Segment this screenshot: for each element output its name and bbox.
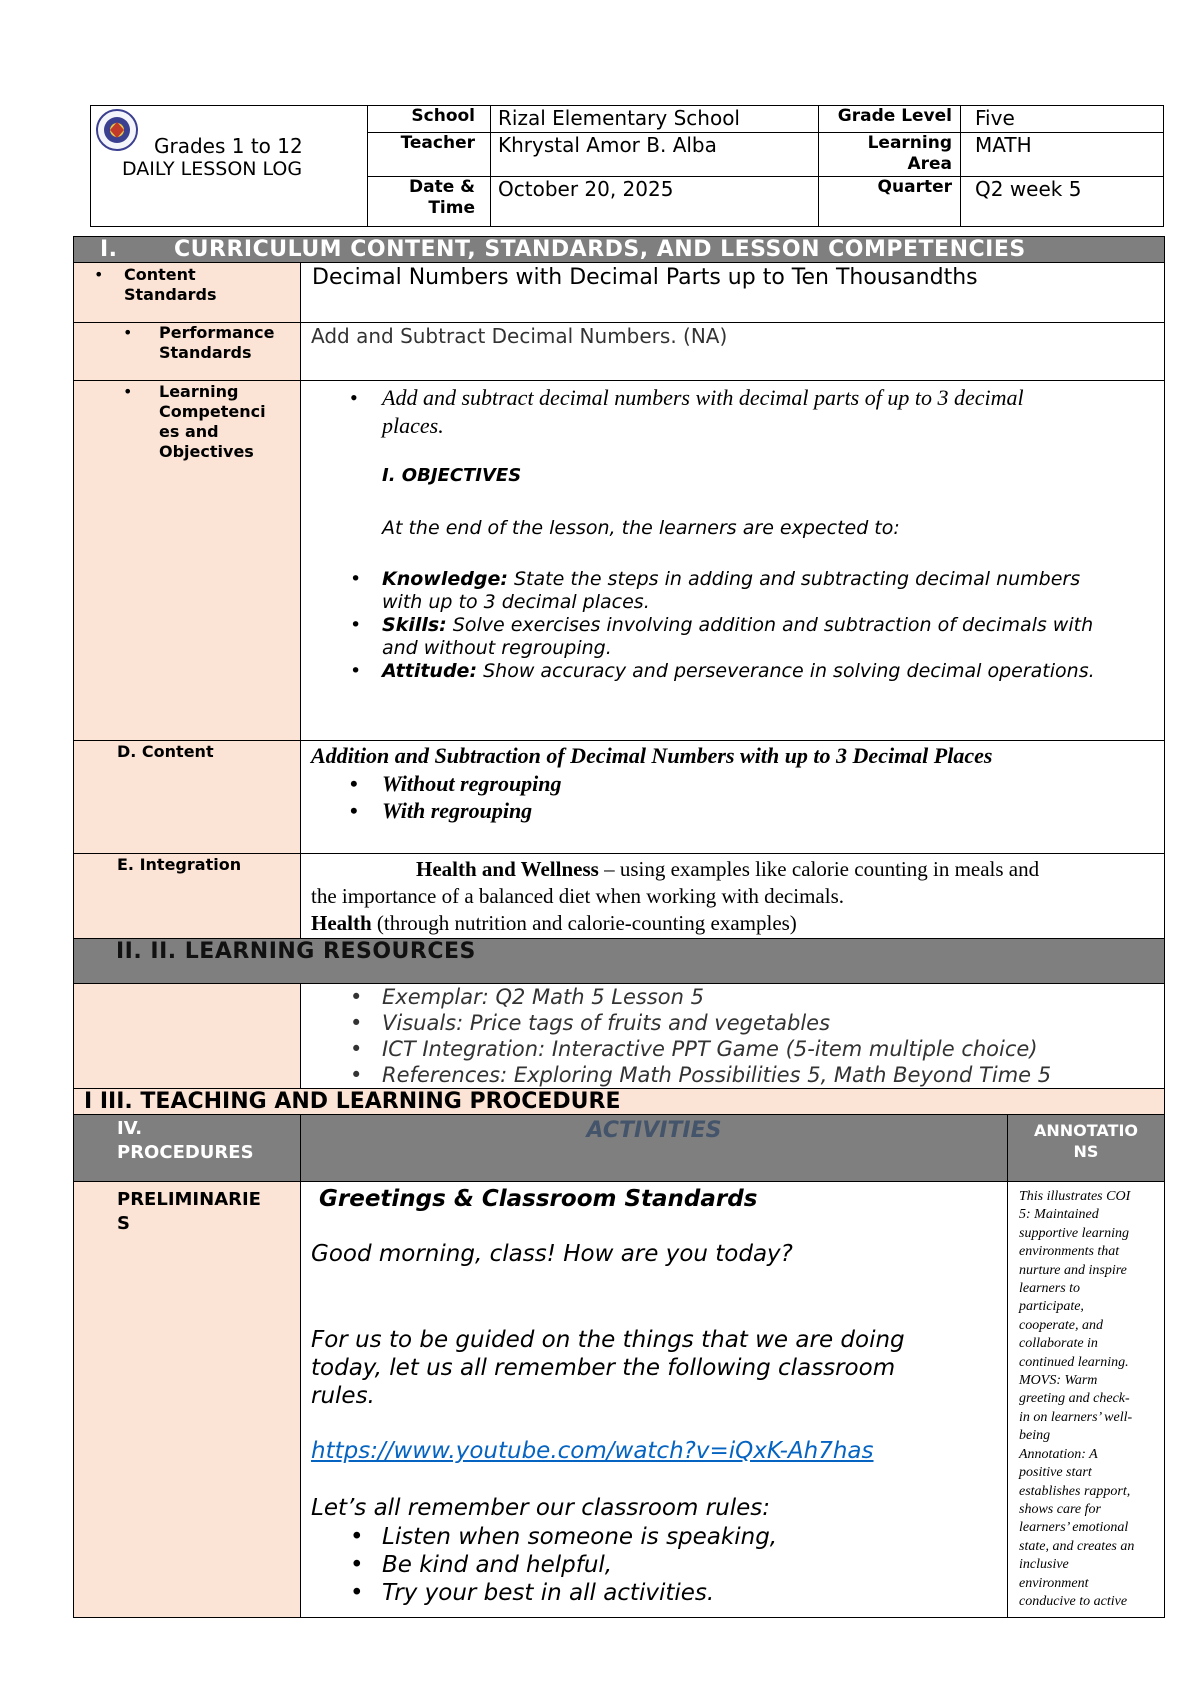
greeting-text: Good morning, class! How are you today? [311,1241,793,1267]
section-3-title: I III. TEACHING AND LEARNING PROCEDURE [84,1089,621,1114]
content-standards-label-cell: • Content Standards [73,262,301,323]
objectives-heading: I. OBJECTIVES [382,465,522,486]
preliminaries-activities-cell [300,1181,1008,1618]
learning-area-label: Learning Area [867,133,952,174]
school-label: School [411,106,475,126]
section-1-title: CURRICULUM CONTENT, STANDARDS, AND LESSON COMPETENCIES [174,237,1026,262]
grade-level-label: Grade Level [837,106,952,126]
greeting-title: Greetings & Classroom Standards [319,1186,758,1212]
learning-area-value: MATH [975,133,1032,157]
objective-attitude: • Attitude: Show accuracy and perseverance in solving decimal operations. [350,660,1095,682]
grade-level-value: Five [975,106,1015,130]
annotations-col-header: ANNOTATIO NS [1007,1114,1165,1182]
date-value: October 20, 2025 [498,177,674,201]
deped-seal-icon [95,108,139,152]
objectives-intro: At the end of the lesson, the learners are expected to: [382,517,900,539]
rules-intro: Let’s all remember our classroom rules: [311,1495,770,1521]
list-item: • With regrouping [350,798,533,823]
list-item: • Without regrouping [350,771,562,796]
objective-knowledge: • Knowledge: State the steps in adding and subtracting decimal numbers with up to 3 decimal places. [350,568,1081,613]
integration-text: Health and Wellness – using examples like calorie counting in meals and the importance of a balanced diet when working with decimals. Health (through nutrition and calorie-counting examples) [311,857,1040,935]
list-item: • Listen when someone is speaking, [350,1524,778,1550]
section-1-header: I. CURRICULUM CONTENT, STANDARDS, AND LESSON COMPETENCIES [73,236,1165,263]
list-item: • References: Exploring Math Possibilities 5, Math Beyond Time 5 [350,1063,1052,1087]
integration-label-cell: E. Integration [73,853,301,939]
performance-standards-value: Add and Subtract Decimal Numbers. (NA) [311,324,728,348]
list-item: • Exemplar: Q2 Math 5 Lesson 5 [350,985,704,1009]
school-value: Rizal Elementary School [498,106,740,130]
competencies-cell [300,380,1165,741]
competencies-label-cell: • Learning Competenci es and Objectives [73,380,301,741]
activities-col-header: ACTIVITIES [300,1114,1008,1182]
content-standards-cell [300,262,1165,323]
objectives-list [350,568,1152,683]
preliminaries-label-cell: PRELIMINARIE S [73,1181,301,1618]
log-title: DAILY LESSON LOG [122,158,303,180]
quarter-label: Quarter [877,177,952,197]
grades-label: Grades 1 to 12 [154,134,303,158]
quarter-value: Q2 week 5 [975,177,1082,201]
integration-cell [300,853,1165,939]
competency-item: • Add and subtract decimal numbers with decimal parts of up to 3 decimal places. [350,385,1024,438]
list-item: • Be kind and helpful, [350,1552,613,1578]
resources-list [350,984,1052,1088]
preliminaries-annotation-cell [1007,1181,1165,1618]
list-item: • Try your best in all activities. [350,1580,715,1606]
rules-list [350,1523,778,1607]
rules-guide-text: For us to be guided on the things that we are doing today, let us all remember the following classroom rules. [311,1327,905,1409]
section-2-title: II. II. LEARNING RESOURCES [116,939,476,964]
content-list [350,770,562,824]
list-item: • ICT Integration: Interactive PPT Game (5-item multiple choice) [350,1037,1038,1061]
teacher-label: Teacher [400,133,475,153]
content-cell [300,740,1165,854]
objective-skills: • Skills: Solve exercises involving addition and subtraction of decimals with and without regrouping. [350,614,1094,659]
section-3-header [73,1088,1165,1115]
annotation-text: This illustrates COI 5: Maintained supportive learning environments that nurture and inspire learners to participate, cooperate, and collaborate in continued learning. MOVS: Warm greeting and check- in on learners’ well- being Annotation: A positive start establishes rapport, shows care for learners’ emotional state, and creates an inclusive environment conducive to active [1019,1189,1135,1609]
youtube-link[interactable]: https://www.youtube.com/watch?v=iQxK-Ah7has [311,1438,874,1464]
teacher-value: Khrystal Amor B. Alba [498,133,717,157]
section-2-header [73,938,1165,984]
resources-cell [300,983,1165,1089]
date-label: Date & Time [409,177,475,218]
content-standards-value: Decimal Numbers with Decimal Parts up to Ten Thousandths [312,265,978,290]
resources-label-cell [73,983,301,1089]
content-title: Addition and Subtraction of Decimal Numbers with up to 3 Decimal Places [311,743,993,768]
performance-standards-label-cell: • Performance Standards [73,322,301,381]
list-item: • Visuals: Price tags of fruits and vegetables [350,1011,831,1035]
content-label-cell: D. Content [73,740,301,854]
performance-standards-cell [300,322,1165,381]
procedures-col-header: IV. PROCEDURES [73,1114,301,1182]
